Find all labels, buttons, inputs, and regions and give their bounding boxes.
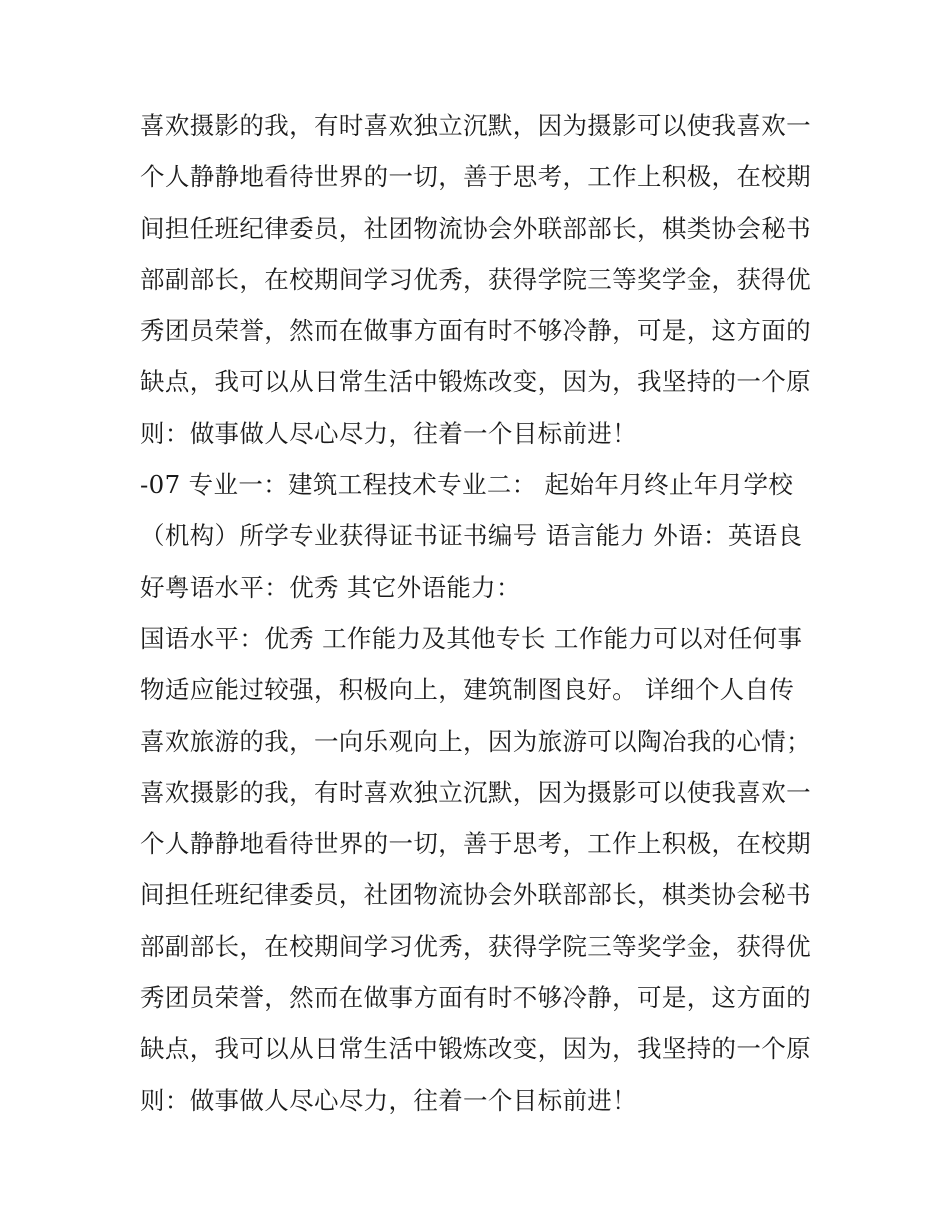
text-line: 则：做事做人尽心尽力，往着一个目标前进！ (140, 1085, 637, 1115)
text-line: 个人静静地看待世界的一切，善于思考，工作上积极，在校期 (140, 162, 811, 192)
text-line: 喜欢旅游的我，一向乐观向上，因为旅游可以陶冶我的心情； (140, 726, 811, 756)
text-line: 好粤语水平：优秀 其它外语能力： (140, 572, 521, 602)
text-line: 缺点，我可以从日常生活中锻炼改变，因为，我坚持的一个原 (140, 367, 811, 397)
body-text (140, 100, 830, 1126)
text-line: 秀团员荣誉，然而在做事方面有时不够冷静，可是，这方面的 (140, 316, 811, 346)
text-line: 喜欢摄影的我，有时喜欢独立沉默，因为摄影可以使我喜欢一 (140, 777, 811, 807)
text-line: 物适应能过较强，积极向上，建筑制图良好。 详细个人自传 (140, 675, 795, 705)
text-line: 间担任班纪律委员，社团物流协会外联部部长，棋类协会秘书 (140, 880, 811, 910)
text-line: -07 专业一：建筑工程技术专业二： 起始年月终止年月学校 (140, 470, 794, 500)
text-line: 国语水平：优秀 工作能力及其他专长 工作能力可以对任何事 (140, 623, 803, 653)
text-line: 秀团员荣誉，然而在做事方面有时不够冷静，可是，这方面的 (140, 983, 811, 1013)
text-line: （机构）所学专业获得证书证书编号 语言能力 外语：英语良 (140, 521, 803, 551)
text-line: 缺点，我可以从日常生活中锻炼改变，因为，我坚持的一个原 (140, 1034, 811, 1064)
text-line: 个人静静地看待世界的一切，善于思考，工作上积极，在校期 (140, 829, 811, 859)
text-line: 间担任班纪律委员，社团物流协会外联部部长，棋类协会秘书 (140, 213, 811, 243)
text-line: 则：做事做人尽心尽力，往着一个目标前进！ (140, 418, 637, 448)
text-line: 部副部长，在校期间学习优秀，获得学院三等奖学金，获得优 (140, 931, 811, 961)
text-line: 部副部长，在校期间学习优秀，获得学院三等奖学金，获得优 (140, 264, 811, 294)
text-line: 喜欢摄影的我，有时喜欢独立沉默，因为摄影可以使我喜欢一 (140, 111, 811, 140)
